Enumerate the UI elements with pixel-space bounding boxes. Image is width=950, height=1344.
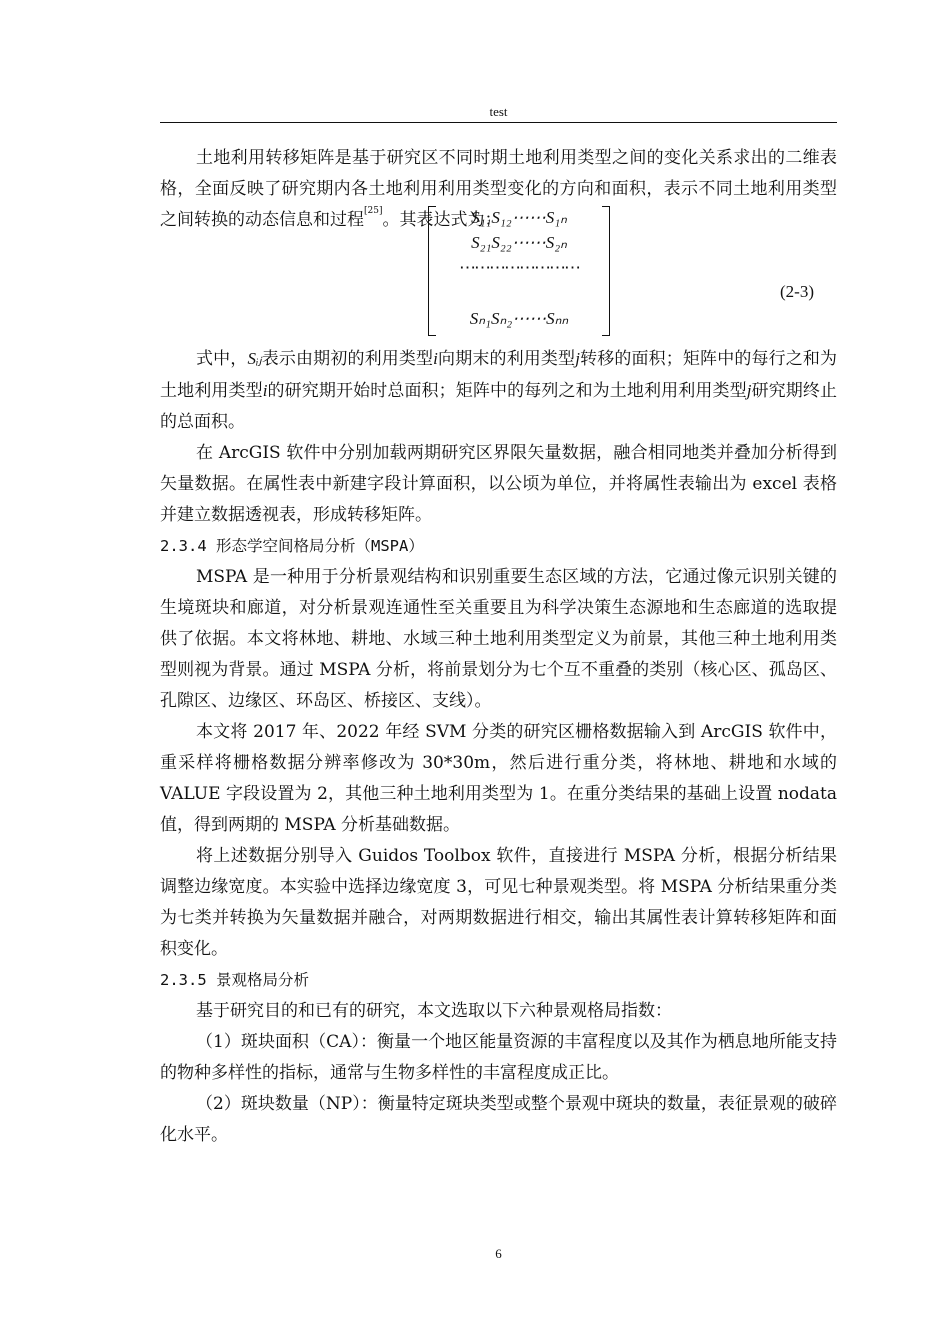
right-bracket — [602, 206, 610, 336]
var-j: j — [575, 349, 580, 368]
paragraph-np: （2）斑块数量（NP）：衡量特定斑块类型或整个景观中斑块的数量，表征景观的破碎化水平。 — [160, 1094, 837, 1145]
var-j-2: j — [746, 381, 752, 400]
section-heading-2-3-5: 2.3.5 景观格局分析 — [160, 971, 309, 989]
var-i: i — [433, 349, 438, 368]
matrix-row-dots: ⋯⋯⋯⋯⋯⋯⋯⋯ — [459, 258, 579, 277]
paragraph-ca: （1）斑块面积（CA）：衡量一个地区能量资源的丰富程度以及其作为栖息地所能支持的物种多样性的指标，通常与生物多样性的丰富程度成正比。 — [160, 1032, 837, 1083]
paragraph-arcgis: 在 ArcGIS 软件中分别加载两期研究区界限矢量数据，融合相同地类并叠加分析得到矢量数据。在属性表中新建字段计算面积，以公顷为单位，并将属性表输出为 excel 表格并建立数据透视表，形成转移矩阵。 — [160, 443, 837, 525]
page-number: 6 — [495, 1246, 502, 1261]
matrix-row-2: S₂₁S₂₂⋯⋯S₂ₙ — [471, 233, 567, 252]
var-sij: Sᵢⱼ — [247, 349, 262, 368]
paragraph-svm: 本文将 2017 年、2022 年经 SVM 分类的研究区栅格数据输入到 ArcGIS 软件中，重采样将栅格数据分辨率修改为 30*30m，然后进行重分类，将林地、耕地和水域的 VALUE 字段设置为 2，其他三种土地利用类型为 1。在重分类结果的基础上设置 nodata 值，得到两期的 MSPA 分析基础数据。 — [160, 722, 837, 835]
header-rule — [160, 122, 837, 123]
section-heading-2-3-4: 2.3.4 形态学空间格局分析（MSPA） — [160, 537, 424, 555]
paragraph-mspa: MSPA 是一种用于分析景观结构和识别重要生态区域的方法，它通过像元识别关键的生境斑块和廊道，对分析景观连通性至关重要且为科学决策生态源地和生态廊道的选取提供了依据。本文将林地、耕地、水域三种土地利用类型定义为前景，其他三种土地利用类型则视为背景。通过 MSPA 分析，将前景划分为七个互不重叠的类别（核心区、孤岛区、孔隙区、边缘区、环岛区、桥接区、支线）。 — [160, 567, 837, 711]
transfer-matrix-equation — [428, 206, 610, 334]
var-i-2: i — [262, 381, 268, 400]
page-header: test — [489, 104, 508, 119]
para1-tail: 。其表达式为： — [382, 210, 502, 230]
matrix-row-1: S₁₁S₁₂⋯⋯S₁ₙ — [471, 208, 567, 227]
left-bracket — [428, 206, 436, 336]
paragraph-indices-intro: 基于研究目的和已有的研究，本文选取以下六种景观格局指数： — [196, 1001, 672, 1021]
para1-text: 土地利用转移矩阵是基于研究区不同时期土地利用类型之间的变化关系求出的二维表格，全面反映了研究期内各土地利用利用类型变化的方向和面积，表示不同土地利用类型之间转换的动态信息和过程 — [160, 148, 837, 230]
paragraph-variables: 式中，Sᵢⱼ表示由期初的利用类型i向期末的利用类型j转移的面积；矩阵中的每行之和为土地利用类型i的研究期开始时总面积；矩阵中的每列之和为土地利用利用类型j研究期终止的总面积。 — [160, 349, 838, 432]
matrix-row-n: Sₙ₁Sₙ₂⋯⋯Sₙₙ — [469, 309, 569, 328]
equation-number: (2-3) — [780, 282, 814, 301]
paragraph-guidos: 将上述数据分别导入 Guidos Toolbox 软件，直接进行 MSPA 分析，根据分析结果调整边缘宽度。本实验中选择边缘宽度 3，可见七种景观类型。将 MSPA 分析结果重分类为七类并转换为矢量数据并融合，对两期数据进行相交，输出其属性表计算转移矩阵和面积变化。 — [160, 846, 837, 959]
body-text — [160, 343, 837, 1151]
citation-25: [25] — [364, 206, 383, 216]
